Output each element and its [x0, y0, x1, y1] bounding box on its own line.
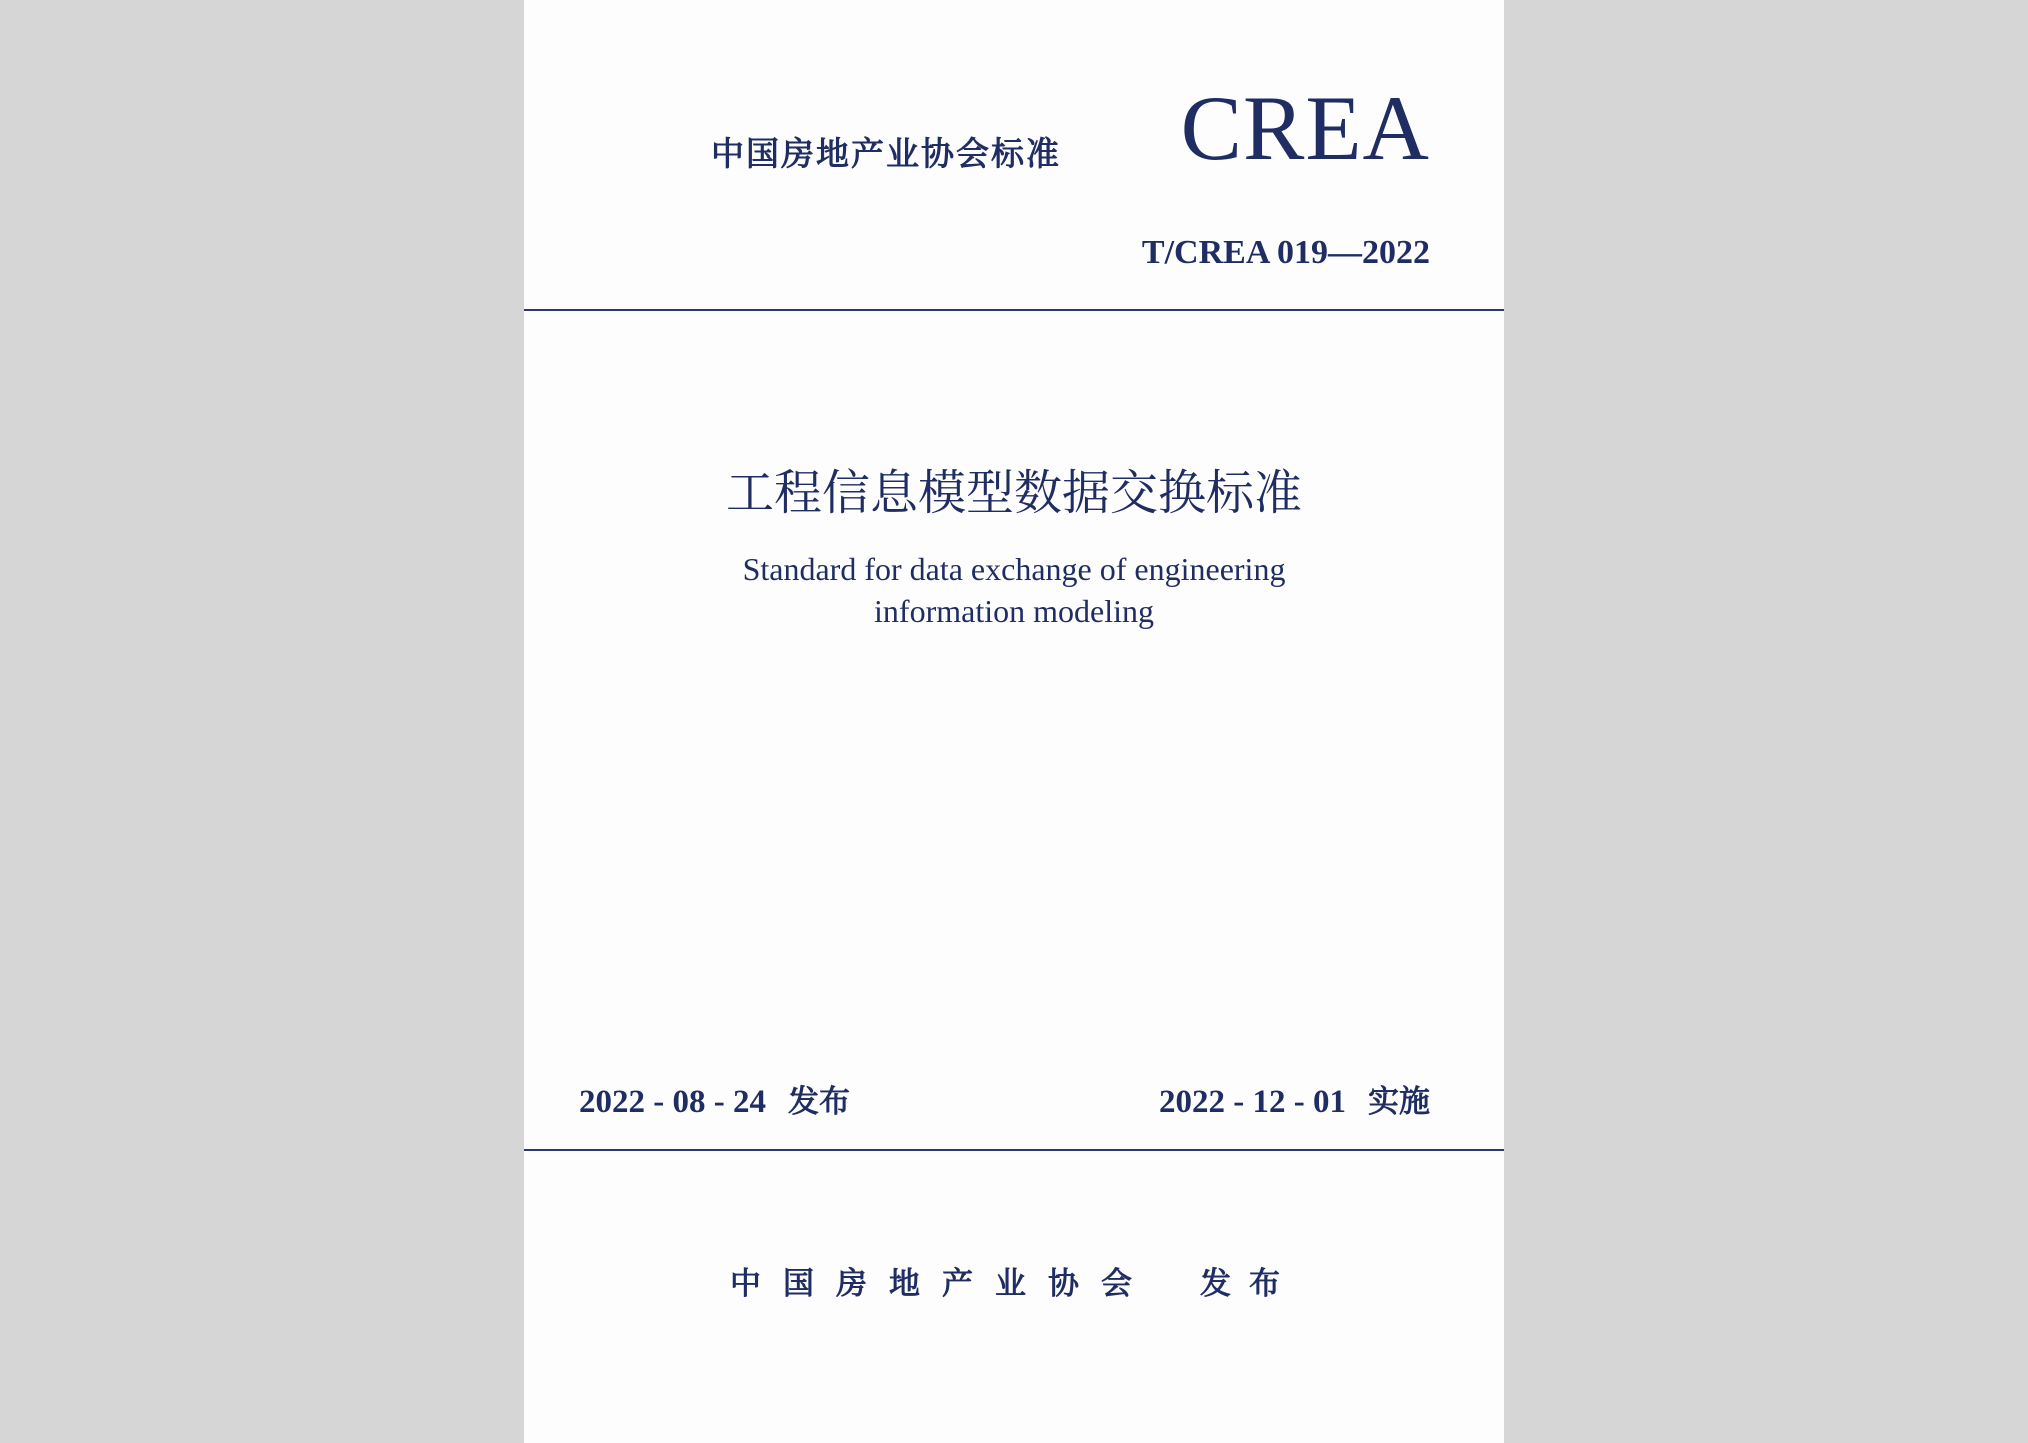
- title-english-line1: Standard for data exchange of engineering: [742, 551, 1286, 587]
- org-standard-label: 中国房地产业协会标准: [711, 134, 1061, 173]
- document-cover: [524, 0, 1504, 1443]
- bottom-divider: [524, 1149, 1504, 1151]
- title-english: [524, 548, 1504, 632]
- publisher-line: [524, 1258, 1504, 1303]
- issue-date: 2022 - 08 - 24: [579, 1084, 766, 1120]
- standard-number: T/CREA 019—2022: [1141, 234, 1430, 271]
- issue-date-row: [579, 1076, 850, 1121]
- effective-label: 实施: [1368, 1084, 1430, 1120]
- issue-label: 发布: [787, 1084, 850, 1120]
- top-divider: [524, 309, 1504, 311]
- effective-date: 2022 - 12 - 01: [1159, 1084, 1346, 1120]
- title-chinese: 工程信息模型数据交换标准: [725, 465, 1302, 521]
- crea-logo: CREA: [1180, 77, 1430, 179]
- effective-date-row: [1159, 1076, 1430, 1121]
- title-english-line2: information modeling: [874, 593, 1154, 629]
- publisher-action: 发布: [1200, 1266, 1298, 1302]
- publisher-name: 中国房地产业协会: [730, 1266, 1154, 1302]
